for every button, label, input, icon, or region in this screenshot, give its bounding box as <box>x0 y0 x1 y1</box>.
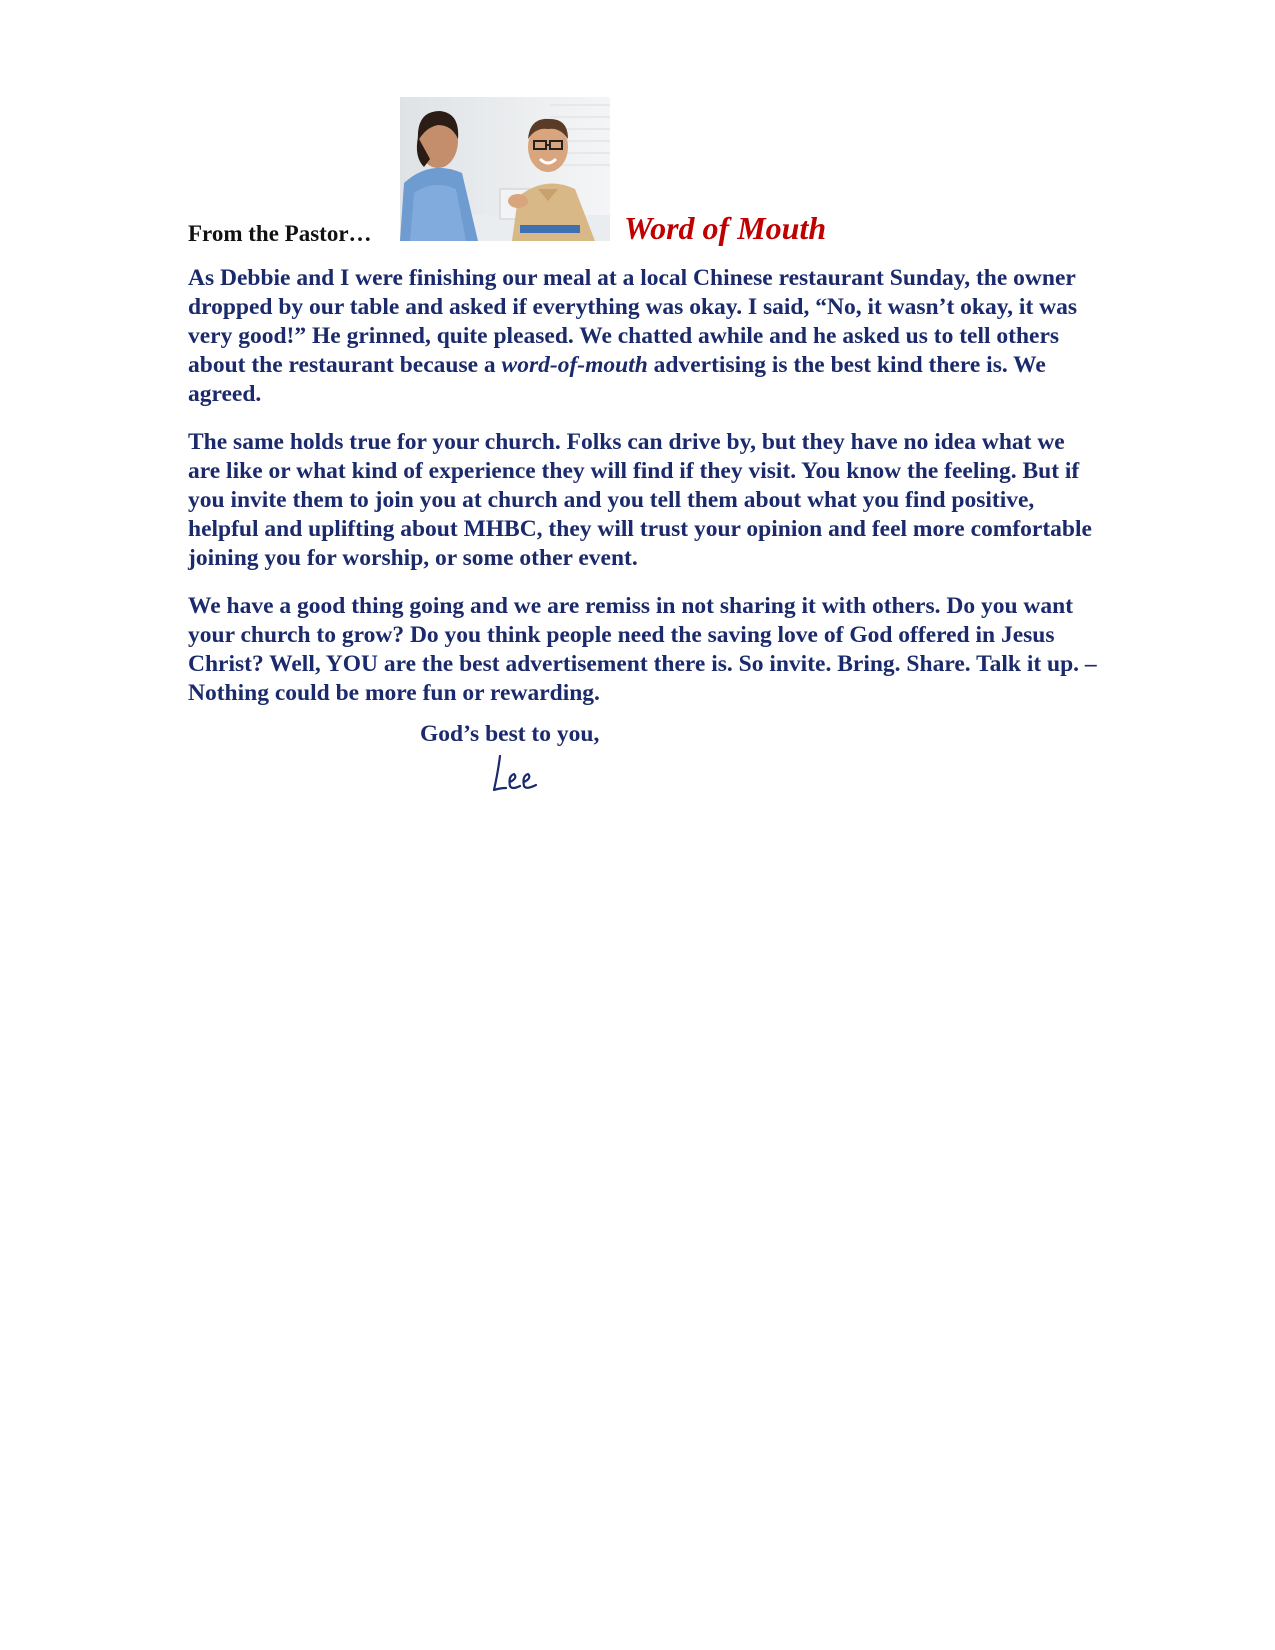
closing-salutation: God’s best to you, <box>420 721 600 747</box>
paragraph <box>188 264 1098 409</box>
article-header <box>188 94 1088 244</box>
meeting-photo <box>400 97 610 241</box>
signature <box>488 752 548 798</box>
paragraph: We have a good thing going and we are remiss in not sharing it with others. Do you want your church to grow? Do you think people need the saving love of God offered in Jesus Christ? Well, YOU are the best advertisement there is. So invite. Bring. Share. Talk it up. – Nothing could be more fun or rewarding. <box>188 593 1097 706</box>
paragraph-text: advertising is the best kind there is. We agreed. <box>188 352 1046 407</box>
section-label: From the Pastor… <box>188 221 372 246</box>
emphasis-text: word-of-mouth <box>501 352 648 378</box>
article-title: Word of Mouth <box>624 210 827 246</box>
article-body <box>188 264 1098 727</box>
paragraph-text: As Debbie and I were finishing our meal at a local Chinese restaurant Sunday, the owner dropped by our table and asked if everything was okay. I said, “No, it wasn’t okay, it was very good!” He grinned, quite pleased. We chatted awhile and he asked us to tell others about the restaurant because a <box>188 265 1078 378</box>
paragraph: The same holds true for your church. Folks can drive by, but they have no idea what we are like or what kind of experience they will find if they visit. You know the feeling. But if you invite them to join you at church and you tell them about what you find positive, helpful and uplifting about MHBC, they will trust your opinion and feel more comfortable joining you for worship, or some other event. <box>188 429 1092 571</box>
